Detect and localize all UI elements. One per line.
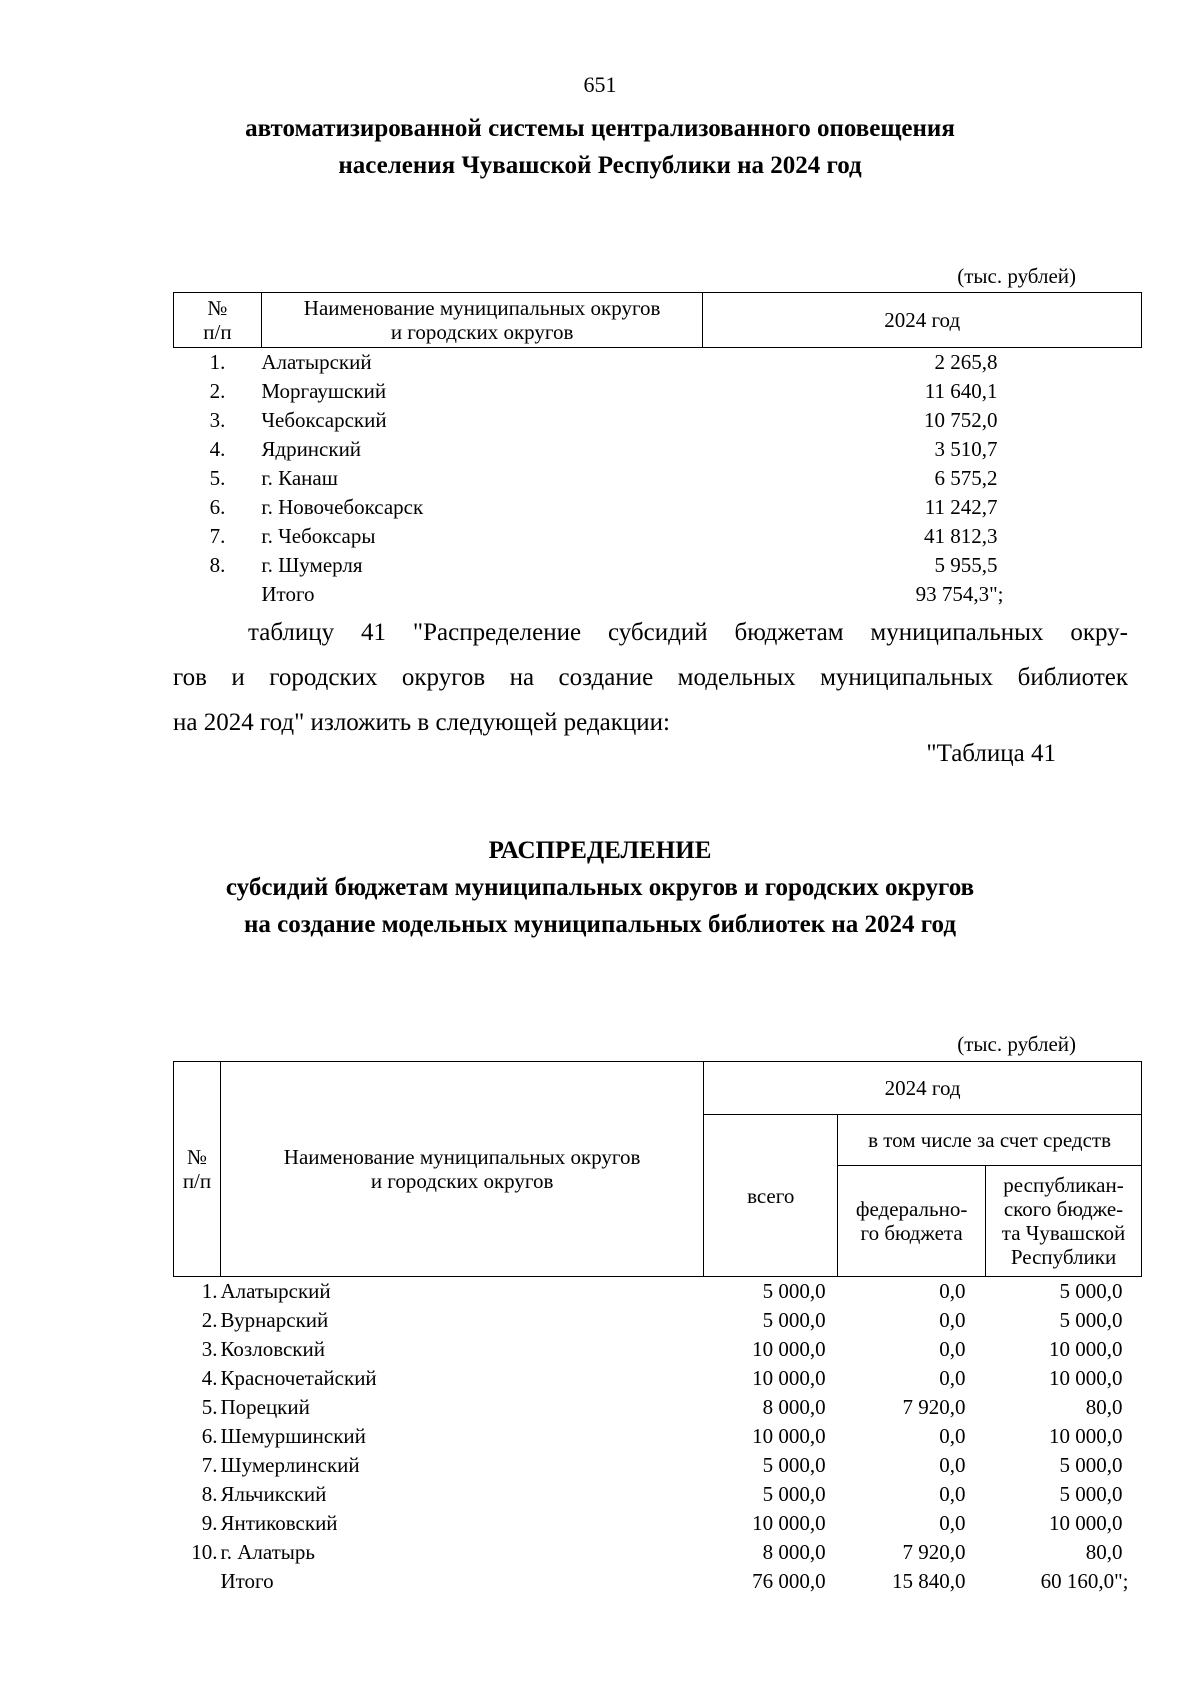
row-total: 5 000,0 bbox=[762, 1308, 826, 1332]
row-name: Моргаушский bbox=[261, 379, 387, 403]
total-republic: 60 160,0"; bbox=[1040, 1569, 1129, 1593]
row-total: 8 000,0 bbox=[762, 1540, 826, 1564]
row-value: 6 575,2 bbox=[934, 466, 998, 490]
heading-line: населения Чувашской Республики на 2024 год bbox=[338, 152, 862, 179]
column-header-name: Наименование муниципальных округов и городских округов bbox=[220, 1062, 703, 1277]
row-number: 2. bbox=[209, 379, 226, 403]
table-row bbox=[174, 1277, 1142, 1307]
total-label: Итого bbox=[220, 1569, 274, 1593]
total-row bbox=[174, 1567, 1142, 1596]
table-row bbox=[174, 1306, 1142, 1335]
row-name: Вурнарский bbox=[220, 1308, 329, 1332]
table-row bbox=[174, 1393, 1142, 1422]
row-total: 8 000,0 bbox=[762, 1395, 826, 1419]
row-number: 8. bbox=[201, 1482, 218, 1506]
row-name: Шемуршинский bbox=[220, 1424, 366, 1448]
row-number: 1. bbox=[209, 350, 226, 374]
row-federal: 7 920,0 bbox=[902, 1395, 966, 1419]
row-value: 11 242,7 bbox=[924, 495, 998, 519]
table-row bbox=[174, 406, 1142, 435]
row-federal: 7 920,0 bbox=[902, 1540, 966, 1564]
row-number: 3. bbox=[209, 408, 226, 432]
table-row bbox=[174, 493, 1142, 522]
total-row bbox=[174, 580, 1142, 609]
row-federal: 0,0 bbox=[939, 1279, 966, 1303]
row-federal: 0,0 bbox=[939, 1366, 966, 1390]
row-number: 7. bbox=[201, 1453, 218, 1477]
heading-line: автоматизированной системы централизованного оповещения bbox=[245, 115, 955, 142]
table-row bbox=[174, 1538, 1142, 1567]
row-value: 11 640,1 bbox=[924, 379, 998, 403]
units-label: (тыс. рублей) bbox=[957, 264, 1076, 288]
column-header-name: Наименование муниципальных округов и городских округов bbox=[261, 293, 703, 348]
row-name: Алатырский bbox=[220, 1279, 331, 1303]
row-name: г. Шумерля bbox=[261, 553, 363, 577]
row-name: г. Канаш bbox=[261, 466, 338, 490]
row-total: 10 000,0 bbox=[752, 1511, 826, 1535]
row-republic: 10 000,0 bbox=[1049, 1337, 1123, 1361]
row-total: 10 000,0 bbox=[752, 1366, 826, 1390]
table-row bbox=[174, 1480, 1142, 1509]
table-row bbox=[174, 435, 1142, 464]
row-name: Чебоксарский bbox=[261, 408, 387, 432]
row-total: 10 000,0 bbox=[752, 1424, 826, 1448]
row-name: Козловский bbox=[220, 1337, 325, 1361]
row-federal: 0,0 bbox=[939, 1453, 966, 1477]
row-value: 41 812,3 bbox=[924, 524, 998, 548]
allocation-table-1 bbox=[173, 292, 1142, 609]
table-row bbox=[174, 1335, 1142, 1364]
row-republic: 5 000,0 bbox=[1059, 1279, 1123, 1303]
section-heading bbox=[0, 110, 1200, 184]
table-row bbox=[174, 1451, 1142, 1480]
row-republic: 10 000,0 bbox=[1049, 1366, 1123, 1390]
row-name: Красночетайский bbox=[220, 1366, 377, 1390]
table-row bbox=[174, 464, 1142, 493]
column-header-number: № п/п bbox=[174, 1062, 221, 1277]
paragraph-line: таблицу 41 "Распределение субсидий бюджетам муниципальных окру- bbox=[248, 619, 1128, 646]
table-row bbox=[174, 522, 1142, 551]
row-number: 2. bbox=[201, 1308, 218, 1332]
table-row bbox=[174, 1422, 1142, 1451]
row-total: 5 000,0 bbox=[762, 1482, 826, 1506]
total-federal: 15 840,0 bbox=[892, 1569, 966, 1593]
column-header-year: 2024 год bbox=[703, 293, 1142, 348]
column-header-total: всего bbox=[704, 1115, 838, 1277]
column-header-republic: республикан- ского бюдже- та Чувашской Республики bbox=[986, 1166, 1142, 1277]
row-name: Яльчикский bbox=[220, 1482, 327, 1506]
row-number: 7. bbox=[209, 524, 226, 548]
row-total: 5 000,0 bbox=[762, 1279, 826, 1303]
column-header-federal: федерально- го бюджета bbox=[838, 1166, 986, 1277]
column-header-including: в том числе за счет средств bbox=[838, 1115, 1142, 1166]
row-number: 8. bbox=[209, 553, 226, 577]
row-republic: 80,0 bbox=[1085, 1395, 1123, 1419]
page-number: 651 bbox=[583, 72, 617, 97]
row-value: 3 510,7 bbox=[934, 437, 998, 461]
row-federal: 0,0 bbox=[939, 1482, 966, 1506]
paragraph-line: гов и городских округов на создание модельных муниципальных библиотек bbox=[173, 664, 1128, 691]
row-number: 4. bbox=[201, 1366, 218, 1390]
units-label: (тыс. рублей) bbox=[957, 1032, 1076, 1056]
row-total: 5 000,0 bbox=[762, 1453, 826, 1477]
table-row bbox=[174, 551, 1142, 580]
row-federal: 0,0 bbox=[939, 1308, 966, 1332]
column-header-number: № п/п bbox=[174, 293, 262, 348]
row-republic: 10 000,0 bbox=[1049, 1511, 1123, 1535]
distribution-heading bbox=[0, 832, 1200, 943]
row-republic: 5 000,0 bbox=[1059, 1308, 1123, 1332]
row-name: г. Чебоксары bbox=[261, 524, 376, 548]
row-republic: 10 000,0 bbox=[1049, 1424, 1123, 1448]
table-row bbox=[174, 377, 1142, 406]
table-row bbox=[174, 348, 1142, 378]
heading-line: РАСПРЕДЕЛЕНИЕ bbox=[488, 837, 712, 864]
row-value: 5 955,5 bbox=[934, 553, 998, 577]
row-number: 6. bbox=[201, 1424, 218, 1448]
row-federal: 0,0 bbox=[939, 1424, 966, 1448]
table-row bbox=[174, 1509, 1142, 1538]
row-value: 2 265,8 bbox=[934, 350, 998, 374]
column-header-year: 2024 год bbox=[704, 1062, 1142, 1115]
row-number: 5. bbox=[209, 466, 226, 490]
row-number: 10. bbox=[191, 1540, 218, 1564]
row-value: 10 752,0 bbox=[924, 408, 998, 432]
total-label: Итого bbox=[261, 582, 315, 606]
row-name: г. Алатырь bbox=[220, 1540, 315, 1564]
row-number: 9. bbox=[201, 1511, 218, 1535]
row-total: 10 000,0 bbox=[752, 1337, 826, 1361]
row-number: 4. bbox=[209, 437, 226, 461]
row-name: Алатырский bbox=[261, 350, 372, 374]
allocation-table-2 bbox=[173, 1061, 1142, 1596]
row-federal: 0,0 bbox=[939, 1337, 966, 1361]
row-number: 1. bbox=[201, 1279, 218, 1303]
row-republic: 5 000,0 bbox=[1059, 1453, 1123, 1477]
table-label: "Таблица 41 bbox=[926, 740, 1056, 767]
row-number: 5. bbox=[201, 1395, 218, 1419]
row-republic: 5 000,0 bbox=[1059, 1482, 1123, 1506]
table-row bbox=[174, 1364, 1142, 1393]
row-name: Шумерлинский bbox=[220, 1453, 360, 1477]
row-number: 6. bbox=[209, 495, 226, 519]
row-name: Порецкий bbox=[220, 1395, 310, 1419]
amendment-paragraph bbox=[173, 610, 1128, 745]
heading-line: на создание модельных муниципальных библиотек на 2024 год bbox=[244, 911, 956, 938]
row-federal: 0,0 bbox=[939, 1511, 966, 1535]
paragraph-line: на 2024 год" изложить в следующей редакции: bbox=[173, 709, 670, 736]
heading-line: субсидий бюджетам муниципальных округов и городских округов bbox=[225, 874, 975, 901]
total-value: 93 754,3"; bbox=[915, 582, 1004, 606]
row-name: Ядринский bbox=[261, 437, 362, 461]
row-name: Янтиковский bbox=[220, 1511, 338, 1535]
row-name: г. Новочебоксарск bbox=[261, 495, 424, 519]
total-total: 76 000,0 bbox=[752, 1569, 826, 1593]
row-republic: 80,0 bbox=[1085, 1540, 1123, 1564]
row-number: 3. bbox=[201, 1337, 218, 1361]
